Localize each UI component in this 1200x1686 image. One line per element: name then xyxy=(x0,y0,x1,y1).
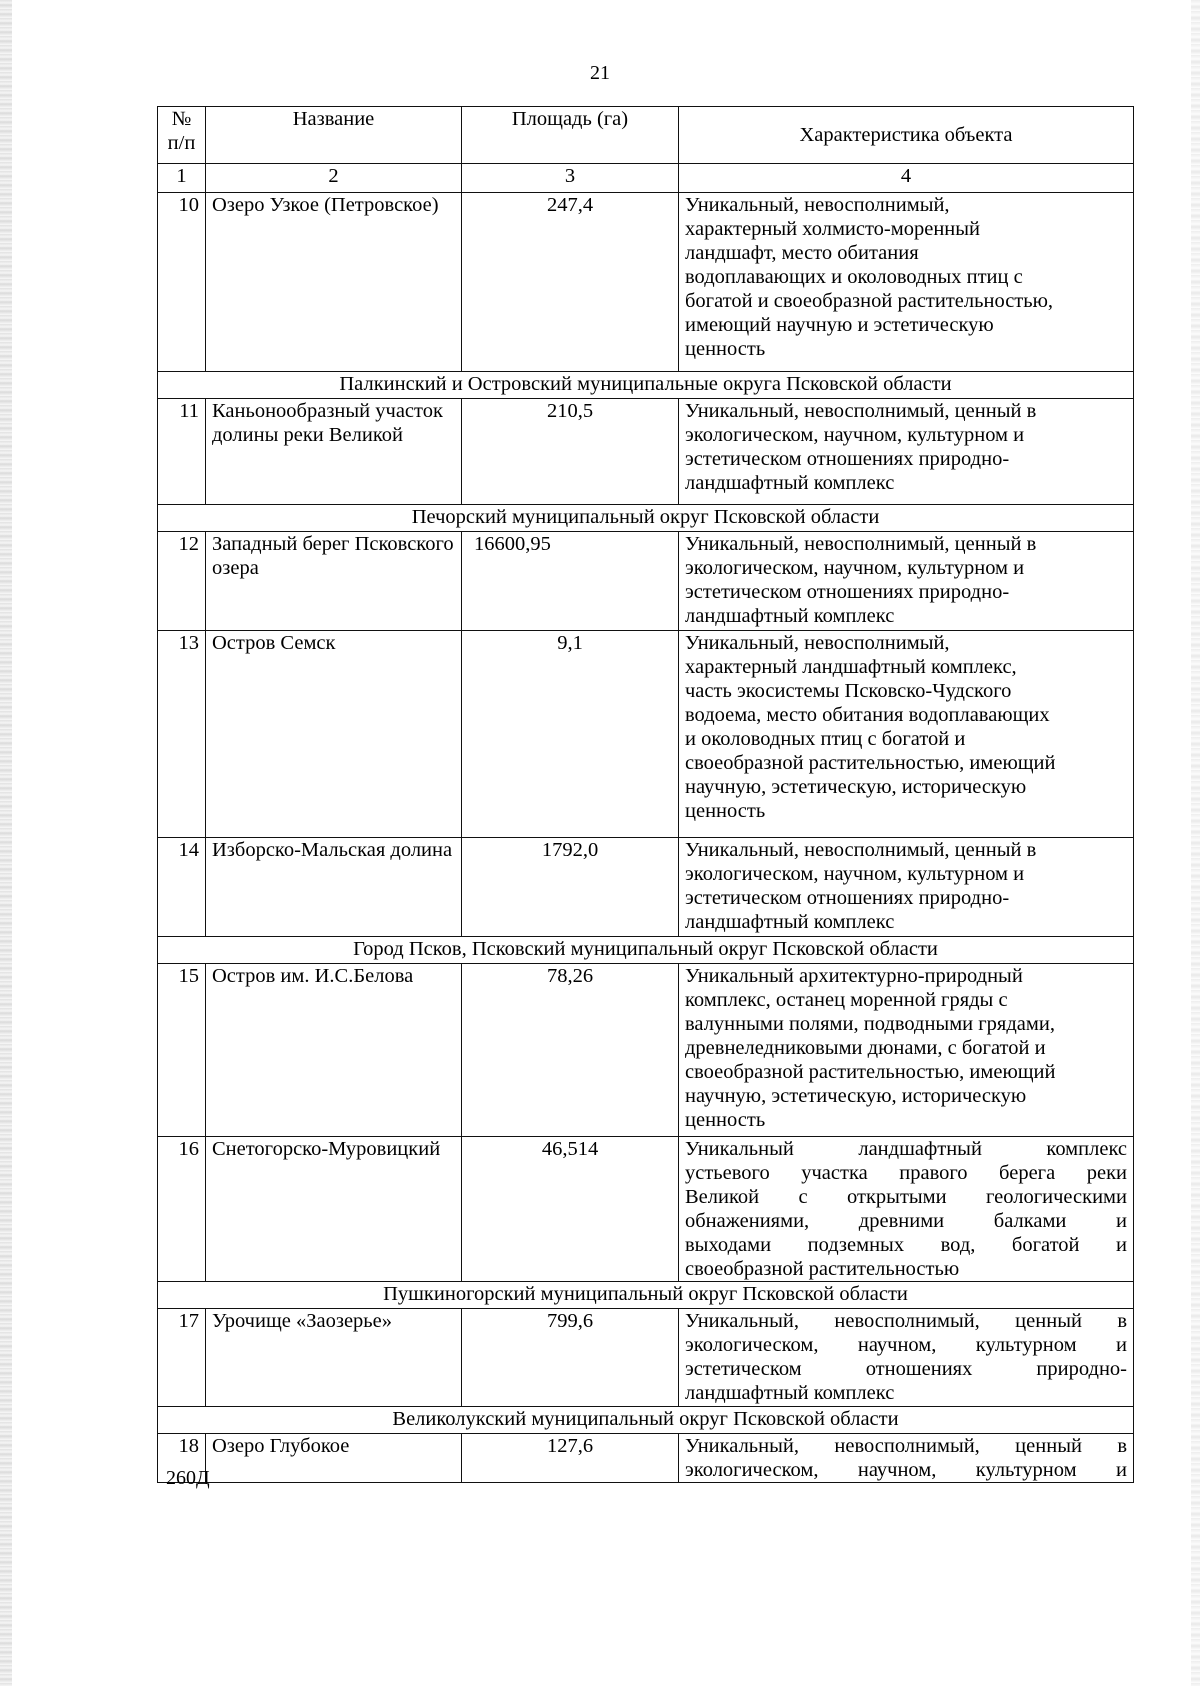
column-index-row xyxy=(158,164,1134,193)
object-description xyxy=(679,964,1134,1137)
description-line: Уникальный, невосполнимый, ценный в xyxy=(685,533,1037,555)
section-title: Печорский муниципальный округ Псковской области xyxy=(158,505,1134,532)
row-number: 12 xyxy=(158,532,206,631)
page-number: 21 xyxy=(590,62,610,84)
table-row xyxy=(158,532,1134,631)
table-row xyxy=(158,631,1134,838)
description-line: экологическом, научном, культурном и xyxy=(685,863,1025,885)
section-title: Пушкиногорский муниципальный округ Псковской области xyxy=(158,1282,1134,1309)
header-num: № п/п xyxy=(158,107,206,164)
object-area: 127,6 xyxy=(462,1434,679,1483)
header-description: Характеристика объекта xyxy=(679,107,1134,164)
description-line: ландшафтный комплекс xyxy=(685,1382,895,1404)
table-row xyxy=(158,399,1134,505)
section-row xyxy=(158,1407,1134,1434)
table-row xyxy=(158,964,1134,1137)
object-name: Озеро Глубокое xyxy=(206,1434,462,1483)
object-name: Каньонообразный участок долины реки Великой xyxy=(206,399,462,505)
object-description xyxy=(679,1434,1134,1483)
description-line: ландшафтный комплекс xyxy=(685,605,895,627)
description-line: ландшафтный комплекс xyxy=(685,911,895,933)
object-area: 9,1 xyxy=(462,631,679,838)
description-line: научную, эстетическую, историческую xyxy=(685,1085,1027,1107)
description-line: Уникальный, невосполнимый, ценный в xyxy=(685,1310,1127,1332)
description-line: характерный ландшафтный комплекс, xyxy=(685,656,1017,678)
section-row xyxy=(158,505,1134,532)
object-description xyxy=(679,399,1134,505)
object-area: 16600,95 xyxy=(462,532,679,631)
table-row xyxy=(158,1137,1134,1282)
object-name: Озеро Узкое (Петровское) xyxy=(206,193,462,372)
object-description xyxy=(679,193,1134,372)
scan-edge-right xyxy=(1191,0,1200,1686)
object-area: 78,26 xyxy=(462,964,679,1137)
object-description xyxy=(679,1137,1134,1282)
description-line: Уникальный ландшафтный комплекс xyxy=(685,1138,1127,1160)
row-number: 11 xyxy=(158,399,206,505)
object-description xyxy=(679,631,1134,838)
object-area: 1792,0 xyxy=(462,838,679,937)
description-line: Великой с открытыми геологическими xyxy=(685,1186,1127,1208)
object-name: Остров Семск xyxy=(206,631,462,838)
table-row xyxy=(158,838,1134,937)
row-number: 17 xyxy=(158,1309,206,1407)
section-title: Палкинский и Островский муниципальные округа Псковской области xyxy=(158,372,1134,399)
description-line: валунными полями, подводными грядами, xyxy=(685,1013,1055,1035)
object-area: 247,4 xyxy=(462,193,679,372)
object-description xyxy=(679,1309,1134,1407)
description-line: своеобразной растительностью, имеющий xyxy=(685,1061,1056,1083)
description-line: Уникальный, невосполнимый, xyxy=(685,632,950,654)
description-line: обнажениями, древними балками и xyxy=(685,1210,1127,1232)
section-title: Великолукский муниципальный округ Псковской области xyxy=(158,1407,1134,1434)
section-row xyxy=(158,372,1134,399)
table-row xyxy=(158,1434,1134,1483)
description-line: своеобразной растительностью, имеющий xyxy=(685,752,1056,774)
description-line: ценность xyxy=(685,338,766,360)
description-line: Уникальный, невосполнимый, ценный в xyxy=(685,1435,1127,1457)
description-line: экологическом, научном, культурном и xyxy=(685,424,1025,446)
object-area: 210,5 xyxy=(462,399,679,505)
description-line: характерный холмисто-моренный xyxy=(685,218,981,240)
description-line: своеобразной растительностью xyxy=(685,1258,960,1280)
table-row xyxy=(158,1309,1134,1407)
row-number: 13 xyxy=(158,631,206,838)
description-line: Уникальный, невосполнимый, ценный в xyxy=(685,839,1037,861)
row-number: 15 xyxy=(158,964,206,1137)
description-line: древнеледниковыми дюнами, с богатой и xyxy=(685,1037,1046,1059)
object-name: Изборско-Мальская долина xyxy=(206,838,462,937)
header-area: Площадь (га) xyxy=(462,107,679,164)
description-line: водоема, место обитания водоплавающих xyxy=(685,704,1050,726)
table-row xyxy=(158,193,1134,372)
column-index: 3 xyxy=(462,164,679,193)
description-line: ценность xyxy=(685,800,766,822)
row-number: 10 xyxy=(158,193,206,372)
description-line: выходами подземных вод, богатой и xyxy=(685,1234,1127,1256)
description-line: Уникальный архитектурно-природный xyxy=(685,965,1023,987)
description-line: имеющий научную и эстетическую xyxy=(685,314,994,336)
description-line: эстетическом отношениях природно- xyxy=(685,887,1010,909)
description-line: Уникальный, невосполнимый, ценный в xyxy=(685,400,1037,422)
description-line: комплекс, останец моренной гряды с xyxy=(685,989,1008,1011)
object-description xyxy=(679,532,1134,631)
scan-edge-left xyxy=(0,0,12,1686)
object-name: Остров им. И.С.Белова xyxy=(206,964,462,1137)
row-number: 14 xyxy=(158,838,206,937)
description-line: устьевого участка правого берега реки xyxy=(685,1162,1127,1184)
header-name: Название xyxy=(206,107,462,164)
description-line: богатой и своеобразной растительностью, xyxy=(685,290,1054,312)
object-name: Урочище «Заозерье» xyxy=(206,1309,462,1407)
object-description xyxy=(679,838,1134,937)
description-line: эстетическом отношениях природно- xyxy=(685,448,1010,470)
column-index: 2 xyxy=(206,164,462,193)
description-line: научную, эстетическую, историческую xyxy=(685,776,1027,798)
description-line: часть экосистемы Псковско-Чудского xyxy=(685,680,1012,702)
description-line: экологическом, научном, культурном и xyxy=(685,557,1025,579)
protected-areas-table xyxy=(157,106,1134,1483)
section-row xyxy=(158,937,1134,964)
description-line: эстетическом отношениях природно- xyxy=(685,581,1010,603)
object-area: 799,6 xyxy=(462,1309,679,1407)
section-title: Город Псков, Псковский муниципальный округ Псковской области xyxy=(158,937,1134,964)
description-line: ландшафт, место обитания xyxy=(685,242,919,264)
object-name: Снетогорско-Муровицкий xyxy=(206,1137,462,1282)
table-header-row xyxy=(158,107,1134,164)
description-line: эстетическом отношениях природно- xyxy=(685,1358,1127,1380)
column-index: 4 xyxy=(679,164,1134,193)
description-line: ценность xyxy=(685,1109,766,1131)
description-line: ландшафтный комплекс xyxy=(685,472,895,494)
column-index: 1 xyxy=(158,164,206,193)
row-number: 18 xyxy=(158,1434,206,1483)
description-line: экологическом, научном, культурном и xyxy=(685,1459,1127,1481)
footer-code: 260Д xyxy=(166,1467,210,1489)
description-line: и околоводных птиц с богатой и xyxy=(685,728,966,750)
description-line: водоплавающих и околоводных птиц с xyxy=(685,266,1023,288)
description-line: экологическом, научном, культурном и xyxy=(685,1334,1127,1356)
object-area: 46,514 xyxy=(462,1137,679,1282)
section-row xyxy=(158,1282,1134,1309)
row-number: 16 xyxy=(158,1137,206,1282)
object-name: Западный берег Псковского озера xyxy=(206,532,462,631)
description-line: Уникальный, невосполнимый, xyxy=(685,194,950,216)
